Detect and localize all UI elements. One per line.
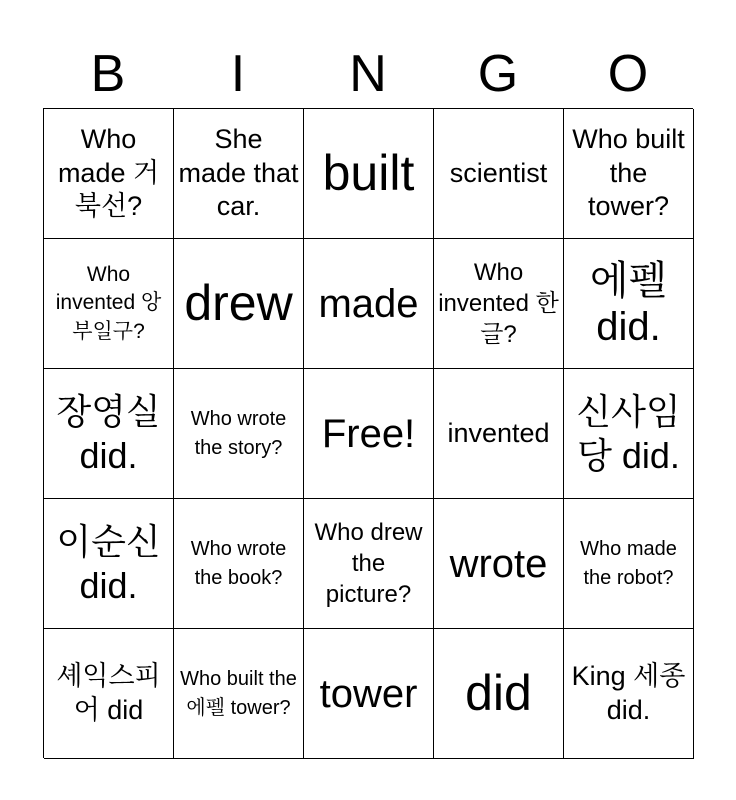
cell-text: 장영실 did.	[56, 391, 161, 476]
bingo-cell-r0-c0[interactable]	[44, 109, 174, 239]
bingo-cell-r0-c3[interactable]	[434, 109, 564, 239]
cell-text: drew	[184, 275, 293, 331]
bingo-cell-r4-c0[interactable]	[44, 629, 174, 759]
cell-text: tower	[319, 671, 418, 716]
cell-text: Who invented 앙부일구?	[55, 262, 162, 343]
bingo-cell-r3-c3[interactable]	[434, 499, 564, 629]
bingo-cell-r3-c0[interactable]	[44, 499, 174, 629]
bingo-card-grid	[43, 108, 693, 758]
cell-text: 셰익스피어 did	[56, 660, 161, 725]
header-letter-n: N	[349, 45, 387, 103]
header-letter-o: O	[607, 45, 649, 103]
cell-text: did	[465, 665, 532, 721]
bingo-cell-r2-c3[interactable]	[434, 369, 564, 499]
bingo-cell-r1-c3[interactable]	[434, 239, 564, 369]
header-letter-g: G	[477, 45, 519, 103]
bingo-cell-r1-c2[interactable]	[304, 239, 434, 369]
bingo-cell-r3-c2[interactable]	[304, 499, 434, 629]
cell-text: She made that car.	[178, 123, 299, 222]
bingo-header	[43, 44, 693, 104]
bingo-cell-r2-c4[interactable]	[564, 369, 694, 499]
cell-text: Who drew the picture?	[314, 518, 423, 609]
cell-text: Who made the robot?	[580, 537, 677, 589]
bingo-cell-r1-c0[interactable]	[44, 239, 174, 369]
bingo-cell-r2-c1[interactable]	[174, 369, 304, 499]
bingo-cell-r4-c4[interactable]	[564, 629, 694, 759]
header-letter-i: I	[230, 45, 246, 103]
bingo-cell-r0-c1[interactable]	[174, 109, 304, 239]
cell-text: King 세종 did.	[571, 660, 686, 725]
bingo-cell-r0-c2[interactable]	[304, 109, 434, 239]
bingo-cell-r3-c1[interactable]	[174, 499, 304, 629]
bingo-cell-r0-c4[interactable]	[564, 109, 694, 239]
bingo-cell-r1-c1[interactable]	[174, 239, 304, 369]
cell-text: Who built the 에펠 tower?	[180, 667, 297, 719]
cell-text: Who built the tower?	[572, 123, 685, 222]
bingo-cell-r2-c2[interactable]	[304, 369, 434, 499]
header-letter-b: B	[90, 45, 126, 103]
bingo-cell-r4-c3[interactable]	[434, 629, 564, 759]
cell-text: 신사임당 did.	[576, 391, 681, 476]
cell-text: Who wrote the story?	[190, 407, 287, 459]
cell-text: scientist	[449, 158, 548, 189]
bingo-cell-r2-c0[interactable]	[44, 369, 174, 499]
bingo-cell-r4-c1[interactable]	[174, 629, 304, 759]
cell-text: invented	[447, 418, 550, 449]
cell-text: 이순신 did.	[56, 521, 161, 606]
cell-text: made	[318, 281, 419, 326]
bingo-cell-r4-c2[interactable]	[304, 629, 434, 759]
cell-text: 에펠 did.	[589, 258, 668, 349]
cell-text: Free!	[321, 411, 416, 456]
cell-text: built	[322, 145, 415, 201]
cell-text: Who made 거북선?	[57, 123, 160, 222]
bingo-cell-r3-c4[interactable]	[564, 499, 694, 629]
cell-text: Who wrote the book?	[190, 537, 287, 589]
bingo-cell-r1-c4[interactable]	[564, 239, 694, 369]
cell-text: wrote	[449, 541, 548, 586]
cell-text: Who invented 한글?	[438, 258, 559, 349]
